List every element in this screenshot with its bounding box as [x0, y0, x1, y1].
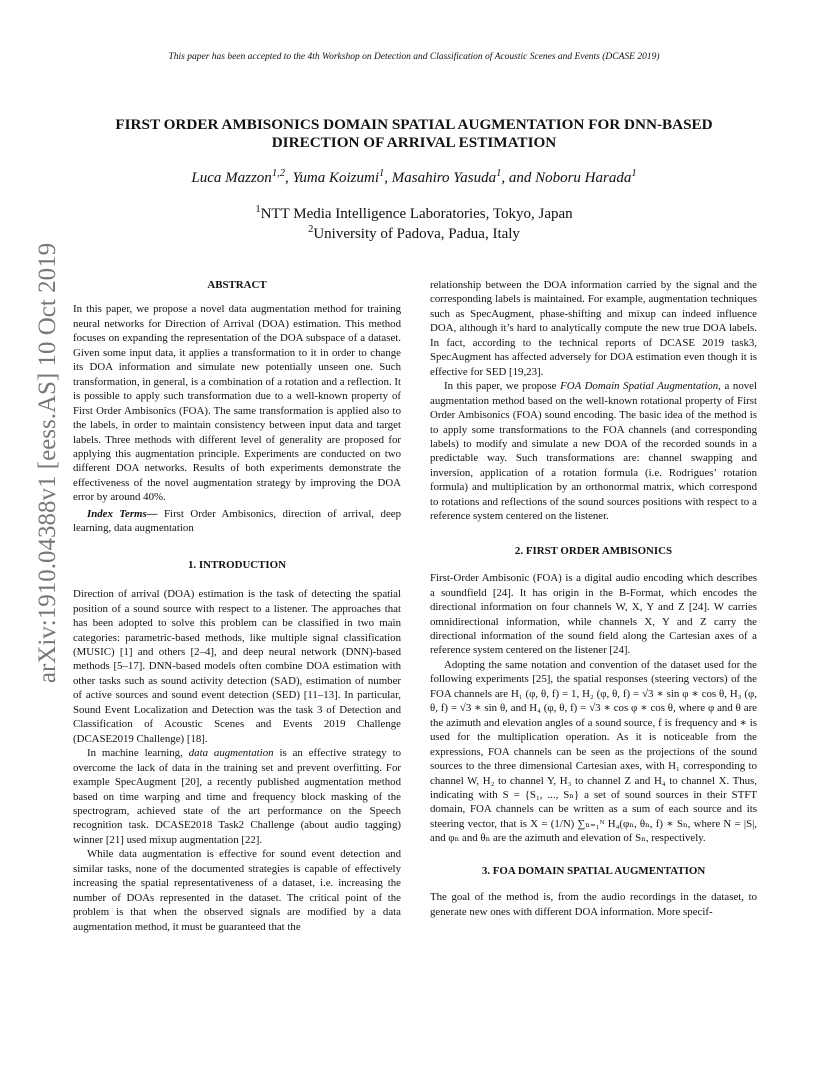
author-name: Noboru Harada: [535, 170, 632, 186]
section-heading: 2. FIRST ORDER AMBISONICS: [514, 544, 673, 557]
paragraph: While data augmentation is effective for sound event detection and similar tasks, none of the documented strategies is capable of effectively increasing the spatial representativeness of a dataset, i.e. increasing the number of DOAs represented in the dataset. The critical point of the problem is that when the observed signals are modified by a data augmentation method, it must be guaranteed that the: [73, 848, 401, 933]
paragraph: First-Order Ambisonic (FOA) is a digital audio encoding which describes a soundfield [24]. It has origin in the B-Format, which encodes the directional information on four channels W, X, Y and Z [24]. W carries omnidirectional information, while channels X, Y and Z carry the directional information of the sound field along the Cartesian axes of a reference system centered on the listener [24].: [430, 572, 757, 657]
section-heading: 3. FOA DOMAIN SPATIAL AUGMENTATION: [481, 864, 706, 877]
paragraph: relationship between the DOA information carried by the signal and the corresponding labels is maintained. For example, augmentation techniques such as SpecAugment, phase-shifting and mixup can indeed influence DOA, although it’s hard to analytically compute the new true DOA labels. In fact, according to the technical reports of DCASE 2019 task3, SpecAugment has affected adversely for DOA estimation even though it is effective for SED [19,23].: [430, 279, 757, 378]
paper-title: FIRST ORDER AMBISONICS DOMAIN SPATIAL AUGMENTATION FOR DNN-BASED DIRECTION OF ARRIVAL ESTIMATION: [115, 116, 713, 151]
author-list: Luca Mazzon$^{1,2}$, Yuma Koizumi$^1$, Masahiro Yasuda$^1$, and Noboru Harada$^1$: [191, 168, 637, 186]
arxiv-stamp[interactable]: arXiv:1910.04388v1 [eess.AS] 10 Oct 2019: [34, 242, 61, 684]
abstract-heading: ABSTRACT: [207, 279, 267, 291]
author-name: Luca Mazzon: [191, 170, 272, 186]
affiliation: $^1$NTT Media Intelligence Laboratories, Tokyo, Japan: [255, 204, 573, 222]
paragraph: Adopting the same notation and convention of the dataset used for the following experiments [25], the spatial responses (steering vectors) of the FOA channels are H₁ (φ, θ, f) = 1, H₂ (φ, θ, f) = √3 ∗ sin φ ∗ cos θ, H₃ (φ, θ, f) = √3 ∗ sin θ, and H₄ (φ, θ, f) = √3 ∗ cos φ ∗ cos θ, where φ and θ are the azimuth and elevation angles of a sound source, f is frequency and ∗ is used for the multiplication operation. As it is noticeable from the expressions, FOA channels can be seen as the projections of the sound sources to the three dimensional Cartesian axes, with H₁ corresponding to channel W, H₂ to channel Y, H₃ to channel Z and H₄ to channel X. Thus, indicating with S = {S₁, ..., Sₙ} a set of sound sources in their STFT domain, FOA channels can be written as a sum of each source and its steering vector, that is X = (1/N) ∑ₙ₌₁ᴺ H₄(φₙ, θₙ, f) ∗ Sₙ, where N = |S|, and φₙ and θₙ are the azimuth and elevation of Sₙ, respectively.: [430, 658, 757, 845]
section-heading: 1. INTRODUCTION: [187, 558, 287, 571]
paragraph: The goal of the method is, from the audio recordings in the dataset, to generate new ones with different DOA information. More specif-: [430, 891, 757, 918]
index-terms: Index Terms— First Order Ambisonics, direction of arrival, deep learning, data augmentation: [73, 507, 402, 535]
paragraph: In this paper, we propose FOA Domain Spatial Augmentation, a novel augmentation method based on the well-known rotational property of First Order Ambisonics (FOA) sound encoding. The basic idea of the method is to apply some transformations to the FOA channels (and corresponding labels) to modify and simulate a new DOA of the recorded sounds in a predictable way. Such transformations are: channel swapping and inversion, application of a rotation formula (i.e. Rodrigues’ rotation formula) and multiplication by an orthonormal matrix, which correspond to rotations and reflections of the sound sources positions with respect to a reference system centered on the listener.: [430, 380, 757, 523]
right-column: [430, 278, 757, 919]
abstract-text: In this paper, we propose a novel data augmentation method for training neural networks for Direction of Arrival (DOA) estimation. This method focuses on expanding the representation of the DOA subspace of a dataset. Given some input data, it applies a transformation to it in order to change its DOA information and simulate new potentially unseen one. Such transformation, in general, is a combination of a rotation and a reflection. It is possible to apply such transformation due to a well-known property of First Order Ambisonics (FOA). The same transformation is applied also to the labels, in order to maintain consistency between input data and target labels. Three methods with different level of generality are proposed for applying this augmentation principle. Experiments are conducted on two different DOA networks. Results of both experiments demonstrate the effectiveness of the novel augmentation strategy by improving the DOA error by around 40%.: [73, 303, 401, 504]
header-note: This paper has been accepted to the 4th Workshop on Detection and Classification of Acoustic Scenes and Events (DCASE 2019): [168, 52, 660, 62]
author-name: Yuma Koizumi: [292, 170, 379, 186]
author-name: Masahiro Yasuda: [391, 170, 497, 186]
paragraph: Direction of arrival (DOA) estimation is the task of detecting the spatial position of a sound source with respect to a listener. The approaches that has been adopted to solve this problem can be classified in two main categories: parametric-based methods, like multiple signal classification (MUSIC) [1] and others [2–4], and deep neural network (DNN)-based methods [5–17]. DNN-based models often combine DOA estimation with other tasks such as sound activity detection (SAD), estimation of number of active sources and sound event detection (SED) [11–13]. In particular, Sound Event Localization and Detection was the task 3 of Detection and Classification of Acoustic Scenes and Events 2019 Challenge (DCASE2019 Challenge) [18].: [73, 588, 401, 745]
left-column: [73, 278, 401, 934]
affiliation: $^2$University of Padova, Padua, Italy: [308, 224, 520, 242]
paragraph: In machine learning, data augmentation is an effective strategy to overcome the lack of data in the training set and prevent overfitting. For example SpecAugment [20], a recently published augmentation method based on time warping and time and frequency block masking of the spectrogram, achieved state of the art performance on the Speech recognition task. DCASE2018 Task2 Challenge (about audio tagging) winner [21] used mixup augmentation [22].: [73, 747, 402, 846]
